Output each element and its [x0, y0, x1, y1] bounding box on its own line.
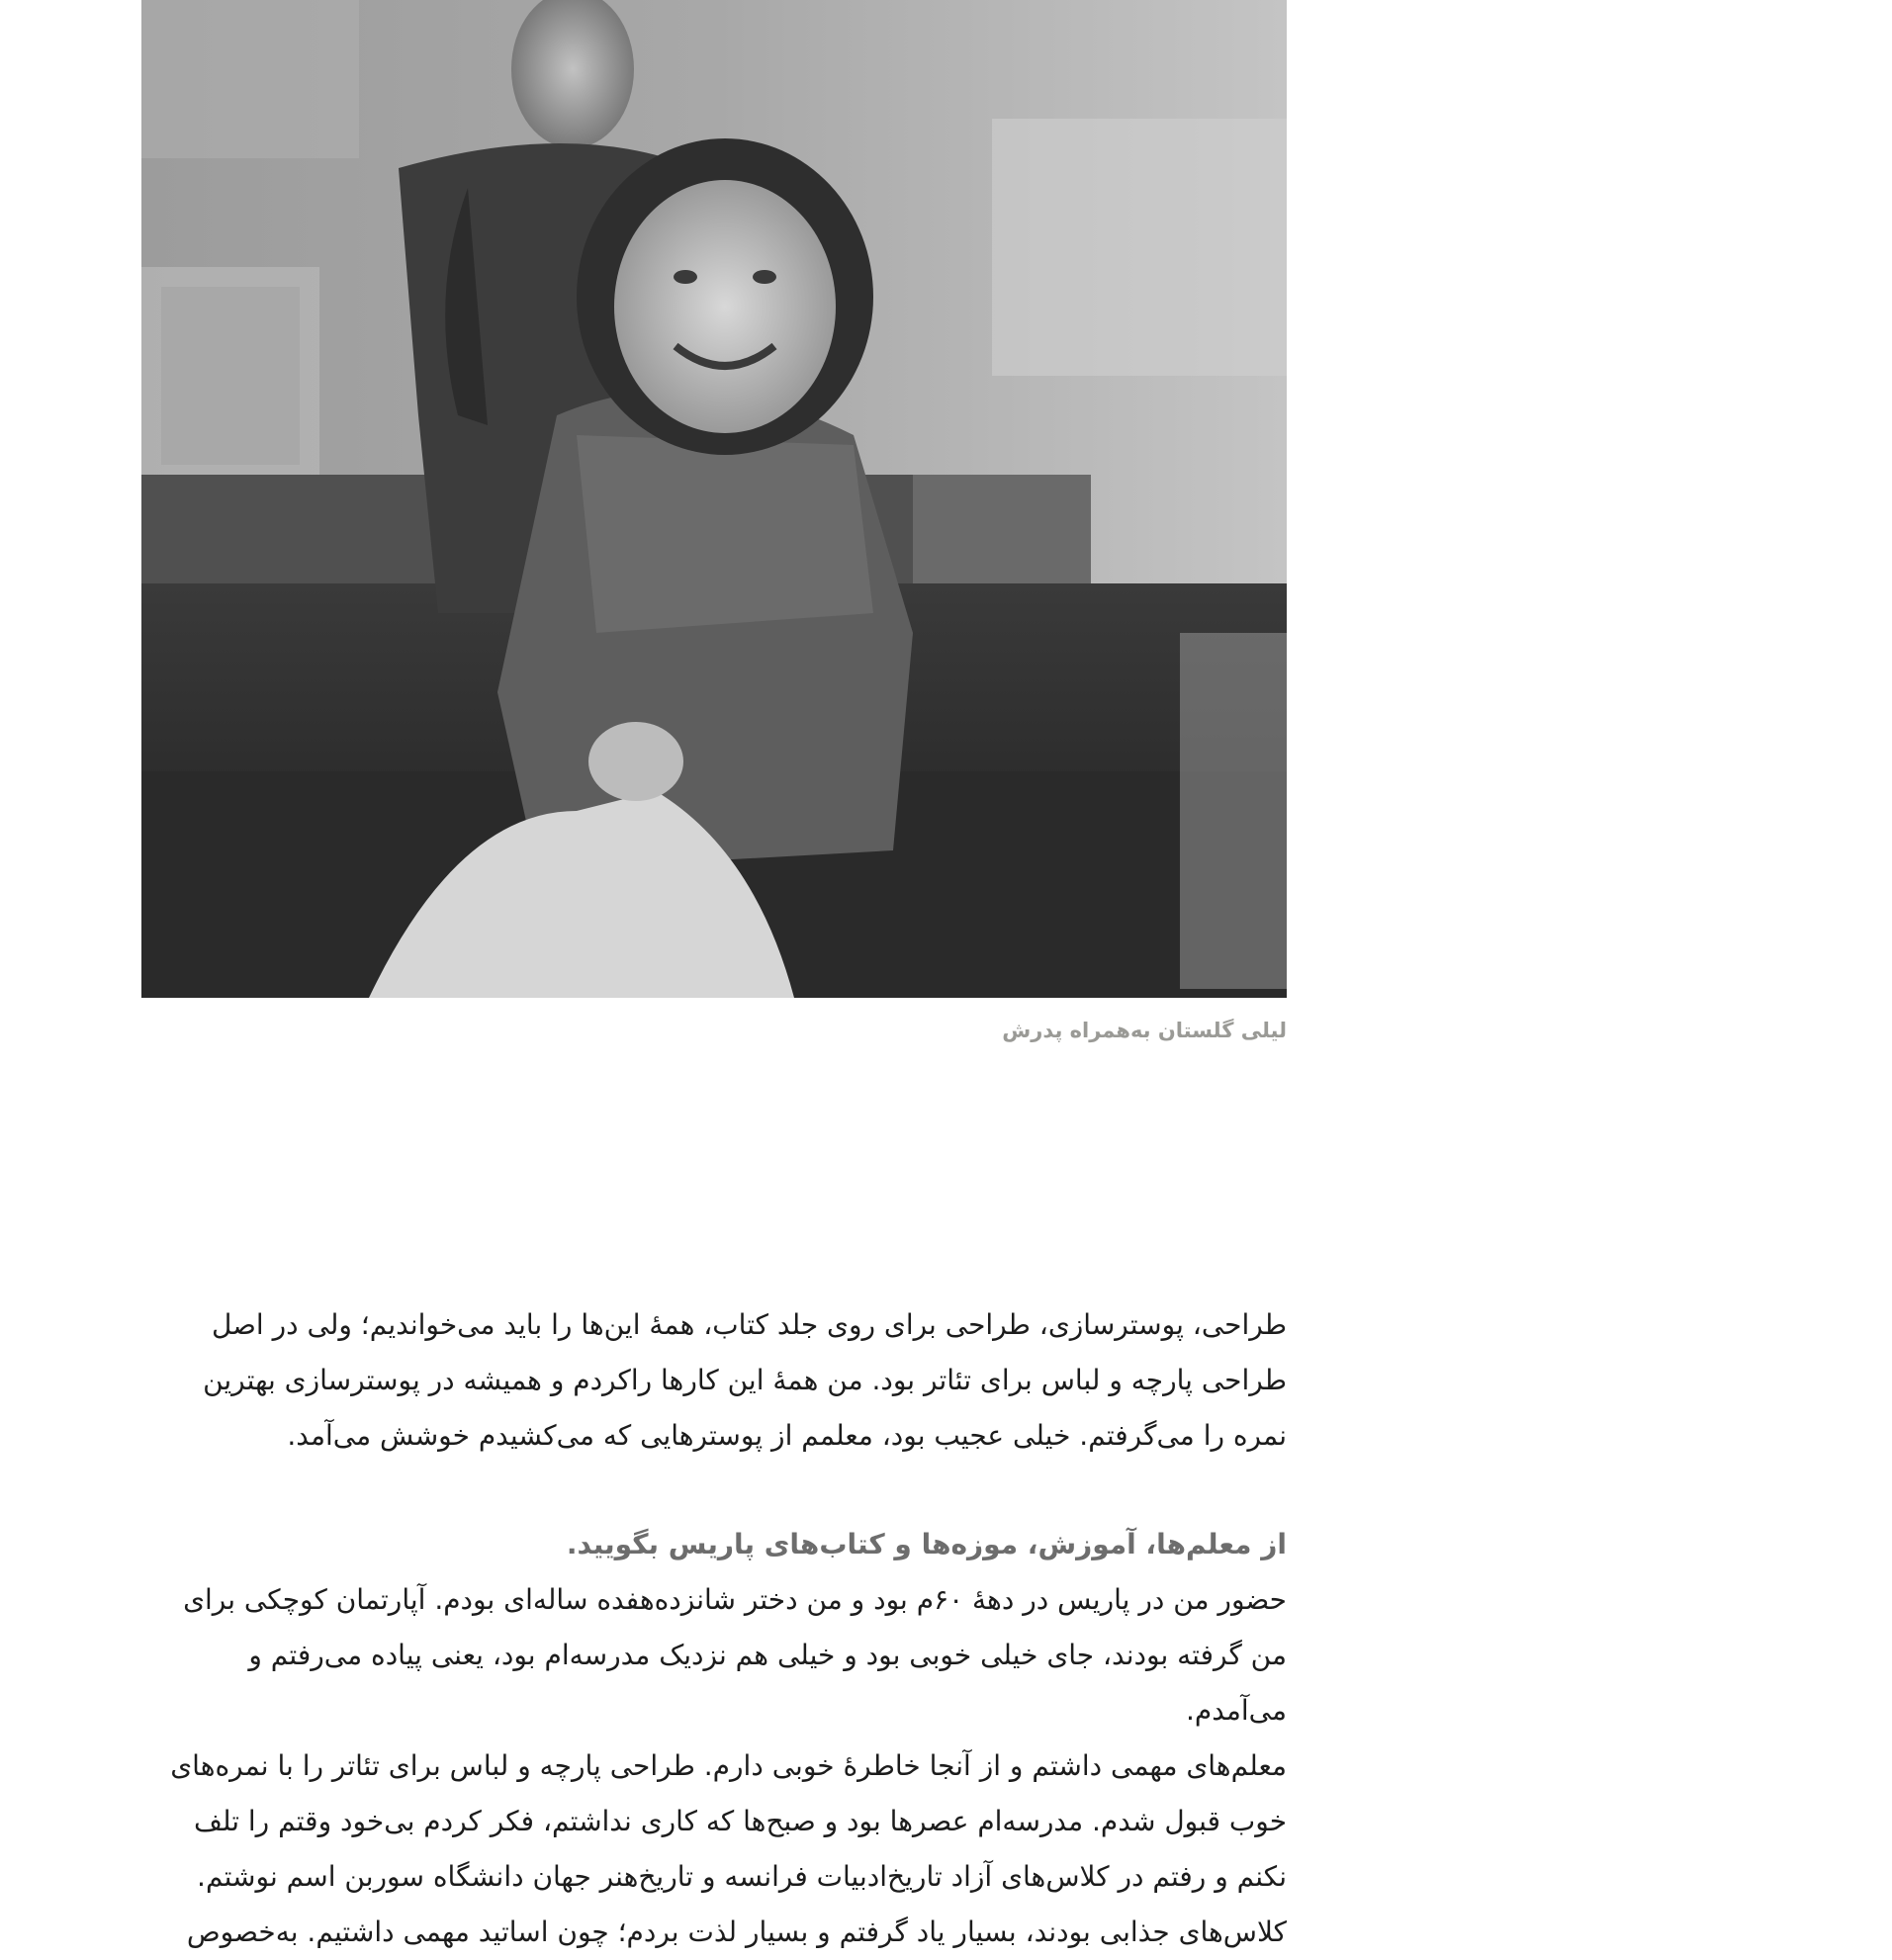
- body-paragraph-1: [141, 1297, 1287, 1464]
- paragraph-text: معلم‌های مهمی داشتم و از آنجا خاطرهٔ خوبی دارم. طراحی پارچه و لباس برای تئاتر را با نمره‌های خوب قبول شدم. مدرسه‌ام عصرها بود و صبح‌ها که کاری نداشتم، فکر کردم بی‌خود وقتم را تلف نکنم و رفتم در کلاس‌های آزاد تاریخ‌ادبیات فرانسه و تاریخ‌هنر جهان دانشگاه سوربن اسم نوشتم. کلاس‌های جذابی بودند، بسیار یاد گرفتم و بسیار لذت بردم؛ چون اساتید مهمی داشتیم. به‌خصوص: [170, 1749, 1287, 1948]
- paragraph-text: حضور من در پاریس در دههٔ ۶۰م بود و من دختر شانزده‌هفده ساله‌ای بودم. آپارتمان کوچکی برای من گرفته بودند، جای خیلی خوبی بود و خیلی هم نزدیک مدرسه‌ام بود، یعنی پیاده می‌رفتم و می‌آمدم.: [183, 1583, 1287, 1727]
- interview-question: از معلم‌ها، آموزش، موزه‌ها و کتاب‌های پاریس بگویید.: [566, 1528, 1287, 1560]
- photo-image-icon: [141, 0, 1287, 998]
- body-paragraph-2: [141, 1572, 1287, 1960]
- historical-photo: [141, 0, 1287, 998]
- paragraph-text: طراحی، پوسترسازی، طراحی برای روی جلد کتاب، همهٔ این‌ها را باید می‌خواندیم؛ ولی در اصل طراحی پارچه و لباس برای تئاتر بود. من همهٔ این کارها راکردم و همیشه در پوسترسازی بهترین نمره را می‌گرفتم. خیلی عجیب بود، معلمم از پوسترهایی که می‌کشیدم خوشش می‌آمد.: [203, 1308, 1287, 1452]
- photo-caption: لیلی گلستان به‌همراه پدرش: [1002, 1019, 1287, 1042]
